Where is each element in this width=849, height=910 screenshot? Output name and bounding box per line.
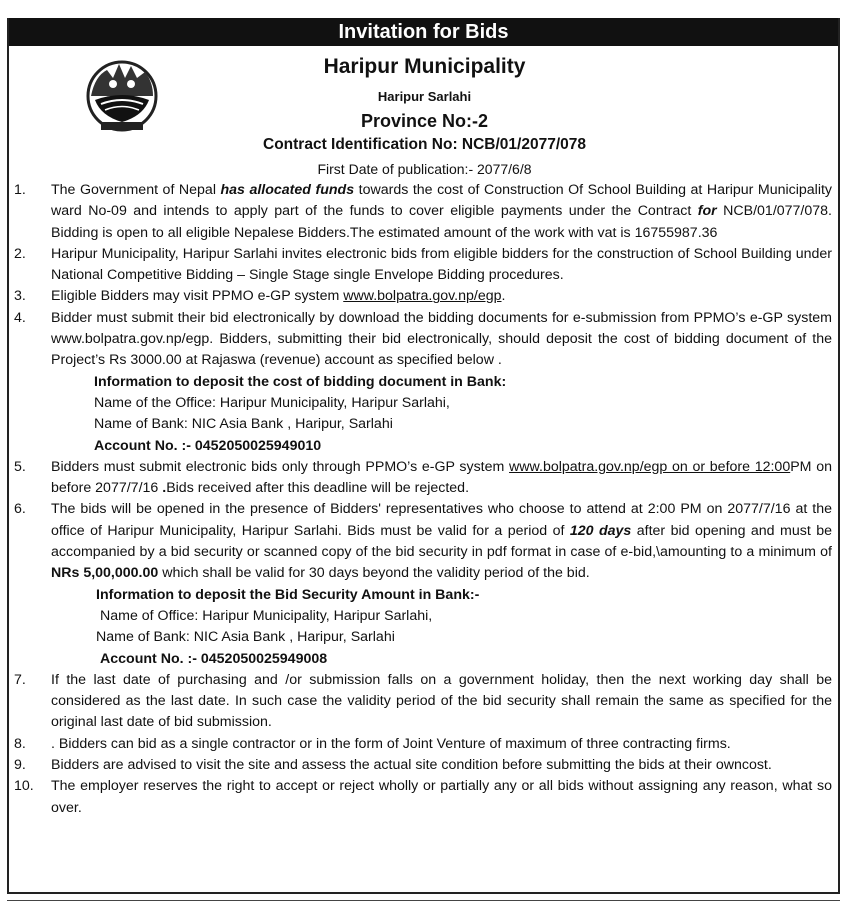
bank-name: Name of Bank: NIC Asia Bank , Haripur, Sarlahi (96, 629, 395, 646)
item-number: 5. (14, 458, 26, 475)
egp-link[interactable]: www.bolpatra.gov.np/egp (343, 288, 502, 305)
list-item (14, 734, 832, 755)
bottom-divider (7, 900, 840, 901)
list-item (14, 244, 832, 287)
office-name: Name of Office: Haripur Municipality, Haripur Sarlahi, (100, 607, 433, 624)
deposit-heading: Information to deposit the Bid Security Amount in Bank:- (96, 586, 480, 603)
list-item (14, 286, 832, 307)
item-number: 4. (14, 309, 26, 326)
item-number: 3. (14, 288, 26, 305)
item-text: The employer reserves the right to accept or reject wholly or partially any or all bids without assigning any reason, what so over. (51, 778, 832, 816)
contract-identification: Contract Identification No: NCB/01/2077/078 (263, 136, 586, 153)
item-text: The bids will be opened in the presence of Bidders' representatives who choose to attend at 2:00 PM on 2077/7/16 at the office of Haripur Municipality, Haripur Sarlahi. Bids must be valid for a period of 120 days after bid opening and must be accompanied by a bid security or scanned copy of the bid security in pdf format in case of e-bid,\amounting to a minimum of NRs 5,00,000.00 which shall be valid for 30 days beyond the validity period of the bid. (51, 501, 832, 582)
egp-link[interactable]: www.bolpatra.gov.np/egp on or before 12:00 (509, 458, 791, 475)
account-number: Account No. :- 0452050025949010 (94, 437, 322, 454)
item-text: Bidders are advised to visit the site and assess the actual site condition before submitting the bids at their owncost. (51, 757, 772, 774)
province-number: Province No:-2 (360, 111, 489, 131)
account-number: Account No. :- 0452050025949008 (100, 650, 328, 667)
item-text: . Bidders can bid as a single contractor or in the form of Joint Venture of maximum of three contracting firms. (51, 735, 731, 752)
item-number: 2. (14, 245, 26, 262)
list-item (14, 776, 832, 819)
item-number: 10. (14, 778, 34, 795)
item-text: Bidders must submit electronic bids only through PPMO’s e-GP system www.bolpatra.gov.np/egp on or before 12:00PM on before 2077/7/16 .Bids received after this deadline will be rejected. (51, 458, 832, 497)
item-text: Bidder must submit their bid electronically by download the bidding documents for e-submission from PPMO’s e-GP system www.bolpatra.gov.np/egp. Bidders, submitting their bid electronically, should deposit the cost of bidding document of the Project’s Rs 3000.00 at Rajaswa (revenue) account as specified below . (51, 309, 832, 369)
notice-title: Invitation for Bids (9, 18, 838, 46)
bank-name: Name of Bank: NIC Asia Bank , Haripur, Sarlahi (94, 416, 393, 433)
list-item (14, 180, 832, 244)
district-name: Haripur Sarlahi (377, 89, 472, 104)
item-text: Haripur Municipality, Haripur Sarlahi invites electronic bids from eligible bidders for the construction of School Building under National Competitive Bidding – Single Stage single Envelope Bidding procedures. (51, 245, 832, 284)
item-number: 8. (14, 735, 26, 752)
list-item (14, 755, 832, 776)
list-item (14, 457, 832, 500)
bid-conditions-list (14, 180, 832, 819)
item-number: 6. (14, 501, 26, 518)
item-text: If the last date of purchasing and /or submission falls on a government holiday, then the next working day shall be considered as the last date. In such case the validity period of the bid security shall remain the same as specified for the original last date of bid submission. (51, 671, 832, 731)
list-item (14, 670, 832, 734)
office-name: Name of the Office: Haripur Municipality, Haripur Sarlahi, (94, 394, 450, 411)
publication-date: First Date of publication:- 2077/6/8 (317, 161, 532, 177)
list-item (14, 499, 832, 584)
list-item (14, 308, 832, 372)
deposit-heading: Information to deposit the cost of bidding document in Bank: (94, 373, 507, 390)
municipality-name: Haripur Municipality (323, 55, 526, 78)
item-number: 7. (14, 671, 26, 688)
item-number: 9. (14, 757, 26, 774)
item-text: The Government of Nepal has allocated funds towards the cost of Construction Of School Building at Haripur Municipality ward No-09 and intends to apply part of the funds to cover eligible payments under the Contract for NCB/01/077/078. Bidding is open to all eligible Nepalese Bidders.The estimated amount of the work with vat is 16755987.36 (51, 182, 833, 241)
item-number: 1. (14, 182, 26, 198)
item-text: Eligible Bidders may visit PPMO e-GP system www.bolpatra.gov.np/egp. (51, 288, 506, 305)
